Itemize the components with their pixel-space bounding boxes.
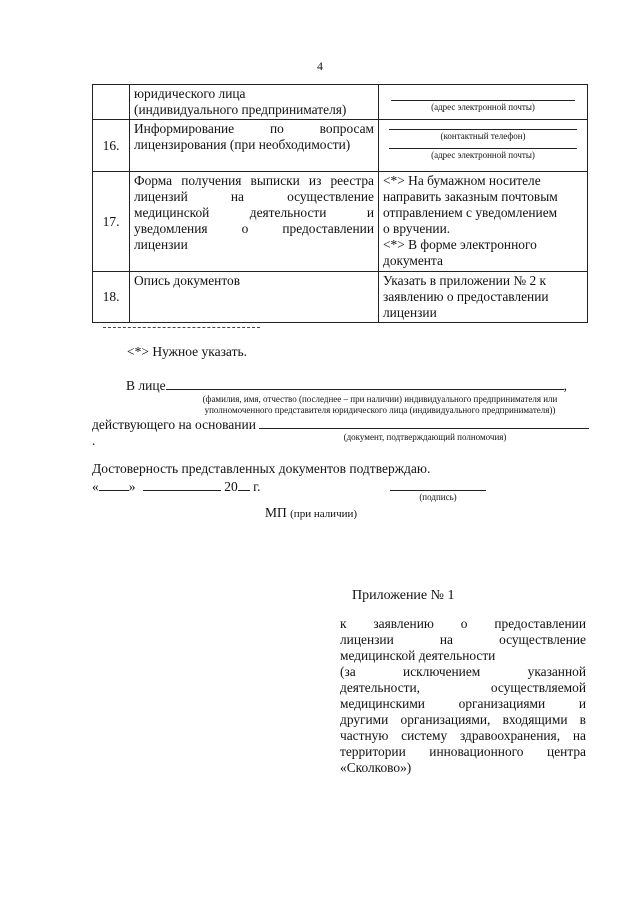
- date-open-quote: «: [92, 479, 99, 494]
- signature-caption: (подпись): [419, 492, 457, 502]
- row-label-cell: [130, 85, 379, 120]
- date-month-field[interactable]: [143, 478, 221, 491]
- acting-period: .: [92, 433, 96, 448]
- row-label-line: лицензирования (при необходимости): [134, 137, 351, 152]
- row-value-line: о вручении.: [383, 221, 451, 236]
- row-value-cell: [379, 272, 588, 323]
- row-value-line: лицензии: [383, 305, 437, 320]
- row-number: 16.: [93, 120, 130, 172]
- row-value-line: заявлению о предоставлении: [383, 289, 549, 304]
- appendix-body: [340, 616, 586, 776]
- authority-document-field[interactable]: [259, 416, 589, 429]
- row-value-cell: [379, 172, 588, 272]
- paper-option[interactable]: <*> На бумажном носителе: [383, 173, 541, 188]
- acting-caption: (документ, подтверждающий полномочия): [343, 432, 507, 442]
- appendix-line: «Сколково»): [340, 760, 412, 775]
- appendix-line: к заявлению о предоставлении: [340, 616, 586, 631]
- person-comma: ,: [563, 378, 567, 393]
- row-label-line: Опись документов: [134, 273, 241, 288]
- row-label-line: лицензий на осуществление: [134, 189, 374, 204]
- date-year-prefix: 20: [224, 479, 238, 494]
- stamp-line: [265, 505, 357, 521]
- row-label-line: лицензии: [134, 237, 188, 252]
- row-label-line: уведомления о предоставлении: [134, 221, 374, 236]
- date-year-field[interactable]: [238, 478, 250, 491]
- stamp-note: (при наличии): [290, 508, 358, 520]
- row-value-cell: [379, 120, 588, 172]
- table-row-17: [93, 172, 588, 272]
- table-row-continued: [93, 85, 588, 120]
- row-label-line: медицинской деятельности и: [134, 205, 374, 220]
- page-number: 4: [317, 59, 323, 73]
- row-label-cell: [130, 120, 379, 172]
- application-table: [92, 84, 588, 323]
- person-line: [126, 377, 586, 394]
- table-row-18: [93, 272, 588, 323]
- row-number: 17.: [93, 172, 130, 272]
- person-prefix: В лице: [126, 378, 166, 393]
- table-row-16: [93, 120, 588, 172]
- appendix-line: другими организациями, входящими в: [340, 712, 586, 727]
- appendix-title: Приложение № 1: [352, 588, 455, 603]
- footnote-separator: [103, 327, 260, 328]
- appendix-line: (за исключением указанной: [340, 664, 586, 679]
- row-number: 18.: [93, 272, 130, 323]
- email-field[interactable]: (адрес электронной почты): [391, 100, 575, 113]
- row-value-line: Указать в приложении № 2 к: [383, 273, 547, 288]
- footnote: <*> Нужное указать.: [127, 344, 248, 359]
- row-value-line: направить заказным почтовым: [383, 189, 558, 204]
- confirm-text: Достоверность представленных документов подтверждаю.: [92, 461, 431, 476]
- appendix-line: лицензии на осуществление: [340, 632, 586, 647]
- row-number-cell: [93, 85, 130, 120]
- person-name-field[interactable]: [166, 377, 564, 390]
- person-caption-line: уполномоченного представителя юридического лица (индивидуального предпринимателя)): [204, 405, 556, 415]
- phone-field[interactable]: (контактный телефон): [389, 129, 577, 142]
- date-close-quote: »: [128, 479, 136, 494]
- row-value-line: документа: [383, 253, 443, 268]
- signature-field[interactable]: [390, 490, 486, 491]
- person-caption: [170, 394, 590, 416]
- appendix-line: деятельности, осуществляемой: [340, 680, 586, 695]
- electronic-option[interactable]: <*> В форме электронного: [383, 237, 537, 252]
- email-field[interactable]: (адрес электронной почты): [389, 148, 577, 161]
- row-label-line: Форма получения выписки из реестра: [134, 173, 374, 188]
- stamp-label: МП: [265, 505, 287, 520]
- row-label-line: Информирование по вопросам: [134, 121, 374, 136]
- row-label-cell: [130, 272, 379, 323]
- row-value-line: отправлением с уведомлением: [383, 205, 558, 220]
- appendix-line: частную систему здравоохранения, на: [340, 728, 586, 743]
- row-label-line: юридического лица: [134, 86, 246, 101]
- person-caption-line: (фамилия, имя, отчество (последнее – при наличии) индивидуального предпринимателя или: [202, 394, 558, 404]
- date-day-field[interactable]: [99, 478, 129, 491]
- date-year-suffix: г.: [253, 479, 261, 494]
- appendix-line: медицинскими организациями и: [340, 696, 586, 711]
- row-label-cell: [130, 172, 379, 272]
- appendix-line: медицинской деятельности: [340, 648, 496, 663]
- appendix-line: территории инновационного центра: [340, 744, 586, 759]
- row-value-cell: [379, 85, 588, 120]
- acting-prefix: действующего на основании: [92, 417, 256, 432]
- row-label-line: (индивидуального предпринимателя): [134, 102, 347, 117]
